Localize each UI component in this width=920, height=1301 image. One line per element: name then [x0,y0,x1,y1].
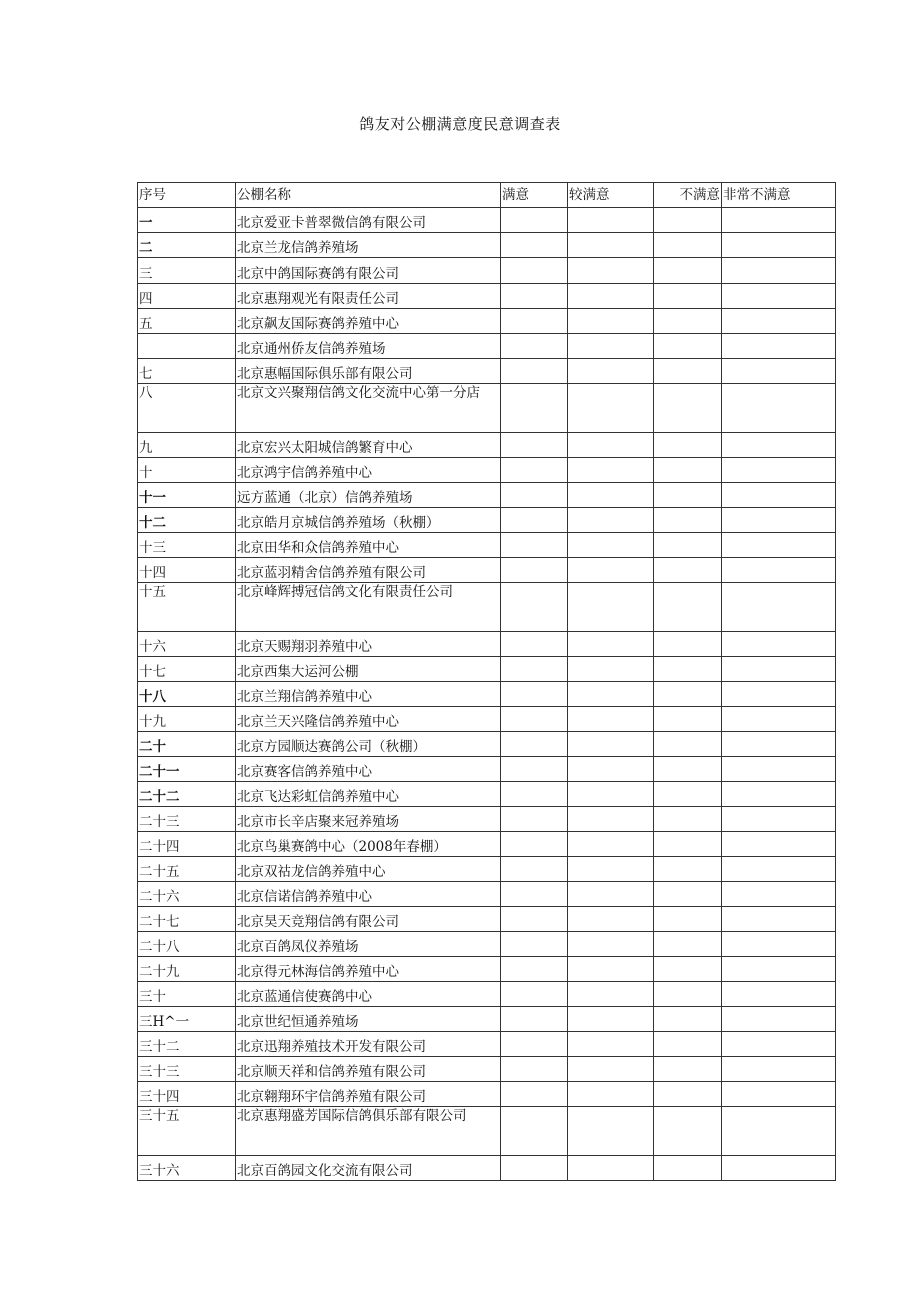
table-row [138,707,836,732]
cell-fairly-satisfied[interactable] [568,957,654,982]
cell-very-unsatisfied[interactable] [722,982,836,1007]
table-row [138,782,836,807]
cell-unsatisfied[interactable] [654,1007,722,1032]
row-index: 三十四 [138,1082,236,1107]
cell-very-unsatisfied[interactable] [722,1007,836,1032]
row-index: 十六 [138,632,236,657]
cell-satisfied[interactable] [501,632,568,657]
cell-fairly-satisfied[interactable] [568,657,654,682]
row-name: 北京西集大运河公棚 [236,657,501,682]
row-index: 三十三 [138,1057,236,1082]
cell-very-unsatisfied[interactable] [722,682,836,707]
row-index: 五 [138,309,236,334]
row-name: 北京兰翔信鸽养殖中心 [236,682,501,707]
table-row [138,682,836,707]
cell-unsatisfied[interactable] [654,258,722,284]
cell-unsatisfied[interactable] [654,707,722,732]
cell-satisfied[interactable] [501,707,568,732]
cell-unsatisfied[interactable] [654,359,722,384]
cell-fairly-satisfied[interactable] [568,782,654,807]
row-name: 北京赛客信鸽养殖中心 [236,757,501,782]
cell-very-unsatisfied[interactable] [722,882,836,907]
cell-fairly-satisfied[interactable] [568,682,654,707]
cell-very-unsatisfied[interactable] [722,632,836,657]
table-row [138,1057,836,1082]
row-index: 三十六 [138,1156,236,1181]
row-index: 二十五 [138,857,236,882]
cell-unsatisfied[interactable] [654,309,722,334]
table-row [138,957,836,982]
cell-very-unsatisfied[interactable] [722,707,836,732]
table-row [138,657,836,682]
cell-very-unsatisfied[interactable] [722,832,836,857]
row-name: 北京田华和众信鸽养殖中心 [236,533,501,558]
cell-unsatisfied[interactable] [654,233,722,258]
table-row [138,882,836,907]
cell-fairly-satisfied[interactable] [568,334,654,359]
cell-unsatisfied[interactable] [654,533,722,558]
row-index: 七 [138,359,236,384]
cell-fairly-satisfied[interactable] [568,309,654,334]
table-row [138,1107,836,1156]
cell-fairly-satisfied[interactable] [568,508,654,533]
cell-satisfied[interactable] [501,1007,568,1032]
row-name: 北京得元林海信鸽养殖中心 [236,957,501,982]
cell-fairly-satisfied[interactable] [568,208,654,233]
cell-very-unsatisfied[interactable] [722,309,836,334]
cell-unsatisfied[interactable] [654,932,722,957]
cell-very-unsatisfied[interactable] [722,857,836,882]
row-name: 北京惠翔观光有限责任公司 [236,284,501,309]
cell-very-unsatisfied[interactable] [722,233,836,258]
row-name: 北京飞达彩虹信鸽养殖中心 [236,782,501,807]
table-row [138,233,836,258]
cell-unsatisfied[interactable] [654,907,722,932]
cell-very-unsatisfied[interactable] [722,1156,836,1181]
cell-fairly-satisfied[interactable] [568,384,654,433]
row-index: 二十四 [138,832,236,857]
cell-satisfied[interactable] [501,832,568,857]
cell-unsatisfied[interactable] [654,433,722,458]
cell-very-unsatisfied[interactable] [722,533,836,558]
row-index: 四 [138,284,236,309]
cell-unsatisfied[interactable] [654,807,722,832]
row-index: 十一 [138,483,236,508]
table-row [138,982,836,1007]
cell-satisfied[interactable] [501,1107,568,1156]
table-row [138,757,836,782]
cell-satisfied[interactable] [501,857,568,882]
cell-fairly-satisfied[interactable] [568,483,654,508]
row-name: 北京峰辉搏冠信鸽文化有限责任公司 [236,583,501,632]
header-index: 序号 [138,183,236,208]
cell-unsatisfied[interactable] [654,508,722,533]
row-index: 十五 [138,583,236,632]
cell-fairly-satisfied[interactable] [568,284,654,309]
row-index: 二十九 [138,957,236,982]
row-index: 十七 [138,657,236,682]
header-very-unsatisfied: 非常不满意 [722,183,836,208]
cell-very-unsatisfied[interactable] [722,1082,836,1107]
row-name: 北京皓月京城信鸽养殖场（秋棚） [236,508,501,533]
cell-unsatisfied[interactable] [654,632,722,657]
row-name: 北京蓝通信使赛鸽中心 [236,982,501,1007]
cell-satisfied[interactable] [501,1032,568,1057]
cell-fairly-satisfied[interactable] [568,458,654,483]
cell-very-unsatisfied[interactable] [722,558,836,583]
header-unsatisfied: 不满意 [654,183,722,208]
cell-unsatisfied[interactable] [654,384,722,433]
cell-very-unsatisfied[interactable] [722,359,836,384]
cell-unsatisfied[interactable] [654,1082,722,1107]
row-name: 北京信诺信鸽养殖中心 [236,882,501,907]
table-row [138,384,836,433]
cell-satisfied[interactable] [501,233,568,258]
cell-very-unsatisfied[interactable] [722,583,836,632]
cell-unsatisfied[interactable] [654,208,722,233]
table-row [138,558,836,583]
cell-very-unsatisfied[interactable] [722,1107,836,1156]
cell-fairly-satisfied[interactable] [568,632,654,657]
document-title: 鸽友对公棚满意度民意调查表 [359,115,561,133]
cell-fairly-satisfied[interactable] [568,1107,654,1156]
cell-unsatisfied[interactable] [654,757,722,782]
cell-fairly-satisfied[interactable] [568,907,654,932]
row-name: 北京蓝羽精舍信鸽养殖有限公司 [236,558,501,583]
cell-very-unsatisfied[interactable] [722,384,836,433]
table-row [138,309,836,334]
row-index: 二十二 [138,782,236,807]
row-name: 北京双祜龙信鸽养殖中心 [236,857,501,882]
cell-very-unsatisfied[interactable] [722,807,836,832]
table-row [138,857,836,882]
row-name: 北京爱亚卡普翠微信鸽有限公司 [236,208,501,233]
cell-satisfied[interactable] [501,433,568,458]
table-row [138,807,836,832]
header-row [138,183,836,208]
row-index: 三十二 [138,1032,236,1057]
cell-fairly-satisfied[interactable] [568,258,654,284]
row-index: 二十三 [138,807,236,832]
cell-unsatisfied[interactable] [654,1032,722,1057]
cell-unsatisfied[interactable] [654,957,722,982]
table-row [138,583,836,632]
table-row [138,732,836,757]
table-row [138,1082,836,1107]
cell-fairly-satisfied[interactable] [568,558,654,583]
table-row [138,1156,836,1181]
row-name: 北京迅翔养殖技术开发有限公司 [236,1032,501,1057]
cell-fairly-satisfied[interactable] [568,732,654,757]
cell-very-unsatisfied[interactable] [722,458,836,483]
cell-very-unsatisfied[interactable] [722,258,836,284]
cell-satisfied[interactable] [501,384,568,433]
cell-satisfied[interactable] [501,309,568,334]
cell-satisfied[interactable] [501,782,568,807]
row-index [138,334,236,359]
cell-unsatisfied[interactable] [654,657,722,682]
cell-very-unsatisfied[interactable] [722,208,836,233]
cell-fairly-satisfied[interactable] [568,982,654,1007]
table-row [138,258,836,284]
cell-fairly-satisfied[interactable] [568,707,654,732]
cell-satisfied[interactable] [501,807,568,832]
table-row [138,533,836,558]
row-index: 十四 [138,558,236,583]
row-index: 十三 [138,533,236,558]
cell-fairly-satisfied[interactable] [568,433,654,458]
cell-unsatisfied[interactable] [654,458,722,483]
table-row [138,208,836,233]
cell-very-unsatisfied[interactable] [722,932,836,957]
cell-satisfied[interactable] [501,657,568,682]
cell-unsatisfied[interactable] [654,583,722,632]
row-name: 远方蓝通（北京）信鸽养殖场 [236,483,501,508]
table-row [138,458,836,483]
cell-satisfied[interactable] [501,284,568,309]
cell-very-unsatisfied[interactable] [722,907,836,932]
cell-fairly-satisfied[interactable] [568,1082,654,1107]
row-name: 北京百鸽园文化交流有限公司 [236,1156,501,1181]
row-name: 北京中鸽国际赛鸽有限公司 [236,258,501,284]
cell-satisfied[interactable] [501,533,568,558]
cell-unsatisfied[interactable] [654,1107,722,1156]
cell-satisfied[interactable] [501,1082,568,1107]
cell-satisfied[interactable] [501,1156,568,1181]
table-row [138,359,836,384]
row-index: 一 [138,208,236,233]
cell-satisfied[interactable] [501,359,568,384]
cell-fairly-satisfied[interactable] [568,807,654,832]
row-name: 北京顺天祥和信鸽养殖有限公司 [236,1057,501,1082]
row-name: 北京宏兴太阳城信鸽繁育中心 [236,433,501,458]
survey-table [137,182,836,1181]
row-index: 二十一 [138,757,236,782]
cell-satisfied[interactable] [501,583,568,632]
cell-satisfied[interactable] [501,882,568,907]
cell-satisfied[interactable] [501,208,568,233]
row-name: 北京飙友国际赛鸽养殖中心 [236,309,501,334]
cell-fairly-satisfied[interactable] [568,857,654,882]
row-name: 北京世纪恒通养殖场 [236,1007,501,1032]
row-index: 二十七 [138,907,236,932]
row-index: 八 [138,384,236,433]
row-name: 北京兰龙信鸽养殖场 [236,233,501,258]
cell-fairly-satisfied[interactable] [568,882,654,907]
cell-satisfied[interactable] [501,458,568,483]
cell-fairly-satisfied[interactable] [568,1032,654,1057]
header-name: 公棚名称 [236,183,501,208]
cell-unsatisfied[interactable] [654,558,722,583]
header-fairly-satisfied: 较满意 [568,183,654,208]
cell-fairly-satisfied[interactable] [568,533,654,558]
cell-satisfied[interactable] [501,258,568,284]
cell-very-unsatisfied[interactable] [722,1032,836,1057]
row-name: 北京兰天兴隆信鸽养殖中心 [236,707,501,732]
table-row [138,508,836,533]
row-index: 三 [138,258,236,284]
table-row [138,483,836,508]
cell-fairly-satisfied[interactable] [568,757,654,782]
cell-fairly-satisfied[interactable] [568,832,654,857]
table-row [138,284,836,309]
cell-unsatisfied[interactable] [654,334,722,359]
cell-very-unsatisfied[interactable] [722,433,836,458]
row-name: 北京惠翔盛芳国际信鸽俱乐部有限公司 [236,1107,501,1156]
cell-very-unsatisfied[interactable] [722,483,836,508]
cell-satisfied[interactable] [501,732,568,757]
cell-very-unsatisfied[interactable] [722,508,836,533]
row-index: 十 [138,458,236,483]
cell-fairly-satisfied[interactable] [568,583,654,632]
row-name: 北京翱翔环宇信鸽养殖有限公司 [236,1082,501,1107]
cell-very-unsatisfied[interactable] [722,334,836,359]
cell-unsatisfied[interactable] [654,857,722,882]
cell-fairly-satisfied[interactable] [568,359,654,384]
header-satisfied: 满意 [501,183,568,208]
row-name: 北京惠幅国际俱乐部有限公司 [236,359,501,384]
row-index: 三十五 [138,1107,236,1156]
cell-very-unsatisfied[interactable] [722,782,836,807]
cell-unsatisfied[interactable] [654,782,722,807]
cell-very-unsatisfied[interactable] [722,957,836,982]
cell-fairly-satisfied[interactable] [568,1007,654,1032]
row-name: 北京通州侨友信鸽养殖场 [236,334,501,359]
cell-fairly-satisfied[interactable] [568,1057,654,1082]
table-row [138,1032,836,1057]
row-index: 九 [138,433,236,458]
cell-unsatisfied[interactable] [654,832,722,857]
row-index: 二十六 [138,882,236,907]
row-index: 二十八 [138,932,236,957]
table-row [138,1007,836,1032]
cell-satisfied[interactable] [501,483,568,508]
cell-very-unsatisfied[interactable] [722,657,836,682]
cell-satisfied[interactable] [501,982,568,1007]
cell-unsatisfied[interactable] [654,732,722,757]
row-name: 北京文兴聚翔信鸽文化交流中心第一分店 [236,384,501,433]
cell-satisfied[interactable] [501,907,568,932]
cell-very-unsatisfied[interactable] [722,284,836,309]
table-row [138,334,836,359]
row-index: 二 [138,233,236,258]
cell-fairly-satisfied[interactable] [568,233,654,258]
cell-satisfied[interactable] [501,558,568,583]
row-index: 二十 [138,732,236,757]
cell-unsatisfied[interactable] [654,982,722,1007]
row-index: 十八 [138,682,236,707]
cell-satisfied[interactable] [501,682,568,707]
row-name: 北京鸟巢赛鸽中心（2008年春棚） [236,832,501,857]
row-name: 北京天赐翔羽养殖中心 [236,632,501,657]
cell-unsatisfied[interactable] [654,1057,722,1082]
row-index: 三十 [138,982,236,1007]
cell-unsatisfied[interactable] [654,483,722,508]
table-row [138,832,836,857]
cell-very-unsatisfied[interactable] [722,732,836,757]
cell-satisfied[interactable] [501,957,568,982]
table-row [138,433,836,458]
cell-fairly-satisfied[interactable] [568,1156,654,1181]
row-name: 北京鸿宇信鸽养殖中心 [236,458,501,483]
cell-satisfied[interactable] [501,508,568,533]
row-name: 北京方园顺达赛鸽公司（秋棚） [236,732,501,757]
cell-satisfied[interactable] [501,932,568,957]
cell-very-unsatisfied[interactable] [722,1057,836,1082]
row-name: 北京昊天竞翔信鸽有限公司 [236,907,501,932]
row-index: 三H^一 [138,1007,236,1032]
cell-satisfied[interactable] [501,757,568,782]
row-name: 北京市长辛店聚来冠养殖场 [236,807,501,832]
cell-satisfied[interactable] [501,334,568,359]
cell-unsatisfied[interactable] [654,882,722,907]
row-index: 十九 [138,707,236,732]
row-name: 北京百鸽凤仪养殖场 [236,932,501,957]
table-row [138,907,836,932]
table-row [138,932,836,957]
cell-satisfied[interactable] [501,1057,568,1082]
cell-very-unsatisfied[interactable] [722,757,836,782]
row-index: 十二 [138,508,236,533]
table-row [138,632,836,657]
cell-unsatisfied[interactable] [654,284,722,309]
cell-fairly-satisfied[interactable] [568,932,654,957]
cell-unsatisfied[interactable] [654,682,722,707]
cell-unsatisfied[interactable] [654,1156,722,1181]
